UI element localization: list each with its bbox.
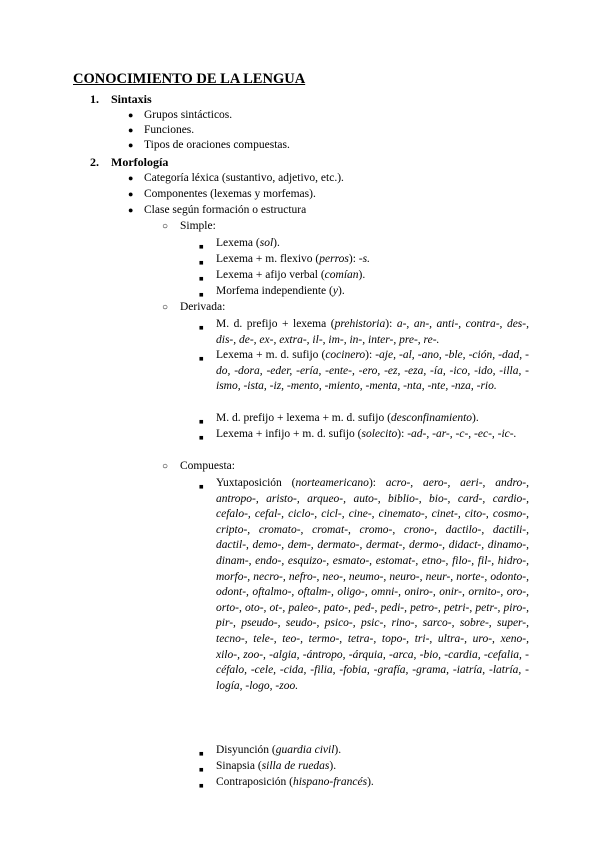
square-bullet-icon: ■ — [199, 323, 204, 332]
bullet-icon: ● — [128, 173, 134, 183]
list-item: ■ Yuxtaposición (norteamericano): acro-, aero-, aeri-, andro-, antropo-, aristo-, arqueo-, auto-, biblio-, bio-, card-, cardio-, cefalo-, cefal-, ciclo-, cicl-, cine-, cinemato-, cinet-, cito-, cosmo-, cripto-, cromato-, cromat-, cromo-, crono-, dactilo-, dactili-, dactil-, demo-, dem-, dermato-, dermat-, dermo-, didact-, dinamo-, dinam-, endo-, esquizo-, esmato-, estomat-, etno-, filo-, fil-, hidro-, morfo-, necro-, nefro-, neo-, neumo-, neuro-, neur-, norte-, odonto-, odont-, oftalmo-, oftalm-, oligo-, omni-, oniro-, onir-, ornito-, oro-, orto-, oto-, ot-, paleo-, pato-, ped-, pedi-, petro-, petri-, petr-, piro-, pir-, pseudo-, seudo-, psico-, psic-, rino-, sarco-, sobre-, super-, tecno-, tele-, teo-, termo-, tetra-, topo-, tri-, ultra-, uro-, xeno-, xilo-, zoo-, -algia, -ántropo, -árquia, -arca, -bio, -cardia, -cefalia, -céfalo, -cele, -cida, -filia, -fobia, -grafía, -grama, -iatría, -latría, -logía, -logo, -zoo. — [199, 477, 529, 692]
subsection-derivada: ○ Derivada: — [162, 301, 226, 313]
list-item: ● Categoría léxica (sustantivo, adjetivo, etc.). — [128, 171, 344, 187]
list-item: ■ Sinapsia (silla de ruedas). — [199, 759, 529, 775]
list-item: ● Grupos sintácticos. — [128, 108, 232, 124]
square-bullet-icon: ■ — [199, 417, 204, 426]
square-bullet-icon: ■ — [199, 482, 204, 491]
subsection-compuesta: ○ Compuesta: — [162, 460, 235, 472]
square-bullet-icon: ■ — [199, 765, 204, 774]
list-item: ■ Lexema (sol). — [199, 236, 529, 252]
circle-bullet-icon: ○ — [162, 461, 169, 472]
section-number: 2. — [90, 155, 99, 169]
list-item: ● Tipos de oraciones compuestas. — [128, 138, 290, 154]
list-item: ■ Disyunción (guardia civil). — [199, 743, 529, 759]
list-item: ■ Lexema + infijo + m. d. sufijo (solecito): -ad-, -ar-, -c-, -ec-, -ic-. — [199, 427, 529, 443]
list-item: ■ Contraposición (hispano-francés). — [199, 775, 529, 791]
list-item: ■ Morfema independiente (y). — [199, 284, 529, 300]
section-label: Sintaxis — [111, 92, 152, 106]
list-item: ■ M. d. prefijo + lexema + m. d. sufijo (desconfinamiento). — [199, 411, 529, 427]
list-item: ■ Lexema + afijo verbal (comían). — [199, 268, 529, 284]
bullet-icon: ● — [128, 205, 134, 215]
square-bullet-icon: ■ — [199, 354, 204, 363]
circle-bullet-icon: ○ — [162, 302, 169, 313]
square-bullet-icon: ■ — [199, 433, 204, 442]
circle-bullet-icon: ○ — [162, 221, 169, 232]
section-label: Morfología — [111, 155, 169, 169]
section-heading-sintaxis — [90, 92, 152, 107]
list-item: ● Componentes (lexemas y morfemas). — [128, 187, 316, 203]
document-title: CONOCIMIENTO DE LA LENGUA — [73, 71, 306, 87]
subsection-simple: ○ Simple: — [162, 220, 216, 232]
square-bullet-icon: ■ — [199, 749, 204, 758]
bullet-icon: ● — [128, 110, 134, 120]
square-bullet-icon: ■ — [199, 258, 204, 267]
square-bullet-icon: ■ — [199, 290, 204, 299]
bullet-icon: ● — [128, 189, 134, 199]
bullet-icon: ● — [128, 125, 134, 135]
section-number: 1. — [90, 92, 99, 106]
list-item: ■ Lexema + m. flexivo (perros): -s. — [199, 252, 529, 268]
list-item: ■ Lexema + m. d. sufijo (cocinero): -aje, -al, -ano, -ble, -ción, -dad, -do, -dora, -eder, -ería, -ente-, -ero, -ez, -eza, -ía, -ico, -ido, -illa, -ismo, -ista, -iz, -mento, -miento, -menta, -nta, -nte, -nza, -rio. — [199, 349, 529, 393]
bullet-icon: ● — [128, 140, 134, 150]
square-bullet-icon: ■ — [199, 781, 204, 790]
list-item: ■ M. d. prefijo + lexema (prehistoria): a-, an-, anti-, contra-, des-, dis-, de-, ex-, extra-, il-, im-, in-, inter-, pre-, re-. — [199, 318, 529, 346]
list-item: ● Funciones. — [128, 123, 194, 139]
square-bullet-icon: ■ — [199, 242, 204, 251]
list-item: ● Clase según formación o estructura — [128, 203, 306, 219]
section-heading-morfologia — [90, 155, 168, 170]
square-bullet-icon: ■ — [199, 274, 204, 283]
